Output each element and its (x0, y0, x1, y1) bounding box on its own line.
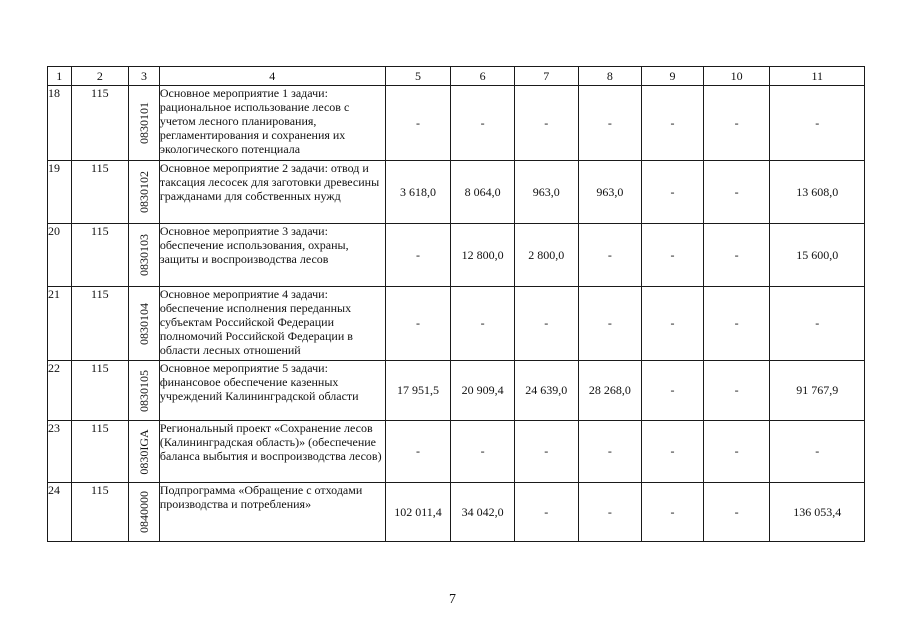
item-name: Основное мероприятие 3 задачи: обеспечение использования, охраны, защиты и воспроизводства лесов (159, 224, 385, 287)
value-cell: - (770, 421, 865, 483)
value-cell: - (514, 483, 578, 542)
value-cell: - (703, 224, 770, 287)
header-row (48, 67, 865, 86)
value-cell: - (578, 86, 642, 161)
gp-code: 115 (71, 483, 128, 542)
column-header: 2 (71, 67, 128, 86)
value-cell: - (770, 287, 865, 361)
value-cell: - (578, 287, 642, 361)
value-cell: 34 042,0 (451, 483, 515, 542)
gp-code: 115 (71, 224, 128, 287)
item-name: Основное мероприятие 4 задачи: обеспечение исполнения переданных субъектам Российской Федерации полномочий Российской Федерации в области лесных отношений (159, 287, 385, 361)
gp-code: 115 (71, 161, 128, 224)
value-cell: - (451, 86, 515, 161)
value-cell: - (642, 361, 704, 421)
gp-code: 115 (71, 287, 128, 361)
value-cell: 28 268,0 (578, 361, 642, 421)
column-header: 1 (48, 67, 72, 86)
table-row (48, 287, 865, 361)
value-cell: 8 064,0 (451, 161, 515, 224)
column-header: 5 (385, 67, 451, 86)
value-cell: - (703, 361, 770, 421)
value-cell: - (514, 86, 578, 161)
gp-code: 115 (71, 421, 128, 483)
target-code: 0830103 (136, 234, 151, 276)
value-cell: - (578, 483, 642, 542)
value-cell: 102 011,4 (385, 483, 451, 542)
table-row (48, 86, 865, 161)
row-number: 18 (48, 86, 72, 161)
target-code: 0830104 (136, 302, 151, 345)
target-code-cell (129, 287, 160, 361)
value-cell: 13 608,0 (770, 161, 865, 224)
target-code-cell (129, 161, 160, 224)
table-row (48, 361, 865, 421)
column-header: 3 (129, 67, 160, 86)
value-cell: 24 639,0 (514, 361, 578, 421)
value-cell: - (642, 483, 704, 542)
column-header: 8 (578, 67, 642, 86)
row-number: 21 (48, 287, 72, 361)
target-code-cell (129, 86, 160, 161)
value-cell: - (514, 287, 578, 361)
target-code-cell (129, 224, 160, 287)
item-name: Подпрограмма «Обращение с отходами производства и потребления» (159, 483, 385, 542)
value-cell: - (642, 287, 704, 361)
item-name: Региональный проект «Сохранение лесов (Калининградская область)» (обеспечение баланса выбытия и воспроизводства лесов) (159, 421, 385, 483)
value-cell: 15 600,0 (770, 224, 865, 287)
budget-table (47, 66, 865, 542)
target-code-cell (129, 421, 160, 483)
value-cell: 20 909,4 (451, 361, 515, 421)
value-cell: 3 618,0 (385, 161, 451, 224)
value-cell: 963,0 (578, 161, 642, 224)
column-header: 11 (770, 67, 865, 86)
table-row (48, 224, 865, 287)
column-header: 10 (703, 67, 770, 86)
row-number: 20 (48, 224, 72, 287)
target-code-cell (129, 483, 160, 542)
value-cell: - (703, 287, 770, 361)
column-header: 4 (159, 67, 385, 86)
value-cell: - (451, 287, 515, 361)
value-cell: 12 800,0 (451, 224, 515, 287)
value-cell: - (642, 161, 704, 224)
target-code: 0840000 (136, 491, 151, 533)
column-header: 6 (451, 67, 515, 86)
value-cell: - (642, 421, 704, 483)
item-name: Основное мероприятие 5 задачи: финансовое обеспечение казенных учреждений Калининградской области (159, 361, 385, 421)
value-cell: - (578, 224, 642, 287)
table-row (48, 161, 865, 224)
row-number: 23 (48, 421, 72, 483)
value-cell: - (703, 161, 770, 224)
target-code: 0830105 (136, 369, 151, 412)
gp-code: 115 (71, 86, 128, 161)
value-cell: - (642, 86, 704, 161)
table-row (48, 483, 865, 542)
value-cell: 17 951,5 (385, 361, 451, 421)
target-code: 0830IGA (136, 428, 151, 475)
row-number: 22 (48, 361, 72, 421)
value-cell: 136 053,4 (770, 483, 865, 542)
value-cell: - (385, 421, 451, 483)
value-cell: - (578, 421, 642, 483)
row-number: 19 (48, 161, 72, 224)
page-number: 7 (449, 592, 456, 607)
table-row (48, 421, 865, 483)
value-cell: - (642, 224, 704, 287)
target-code: 0830102 (136, 171, 151, 213)
value-cell: - (451, 421, 515, 483)
value-cell: - (703, 421, 770, 483)
column-header: 9 (642, 67, 704, 86)
value-cell: - (385, 86, 451, 161)
value-cell: - (703, 483, 770, 542)
value-cell: 2 800,0 (514, 224, 578, 287)
value-cell: 91 767,9 (770, 361, 865, 421)
target-code-cell (129, 361, 160, 421)
target-code: 0830101 (136, 102, 151, 144)
value-cell: - (703, 86, 770, 161)
column-header: 7 (514, 67, 578, 86)
value-cell: 963,0 (514, 161, 578, 224)
item-name: Основное мероприятие 2 задачи: отвод и таксация лесосек для заготовки древесины гражданами для собственных нужд (159, 161, 385, 224)
row-number: 24 (48, 483, 72, 542)
value-cell: - (385, 224, 451, 287)
value-cell: - (770, 86, 865, 161)
value-cell: - (514, 421, 578, 483)
value-cell: - (385, 287, 451, 361)
item-name: Основное мероприятие 1 задачи: рациональное использование лесов с учетом лесного планирования, регламентирования и сохранения их экологического потенциала (159, 86, 385, 161)
gp-code: 115 (71, 361, 128, 421)
